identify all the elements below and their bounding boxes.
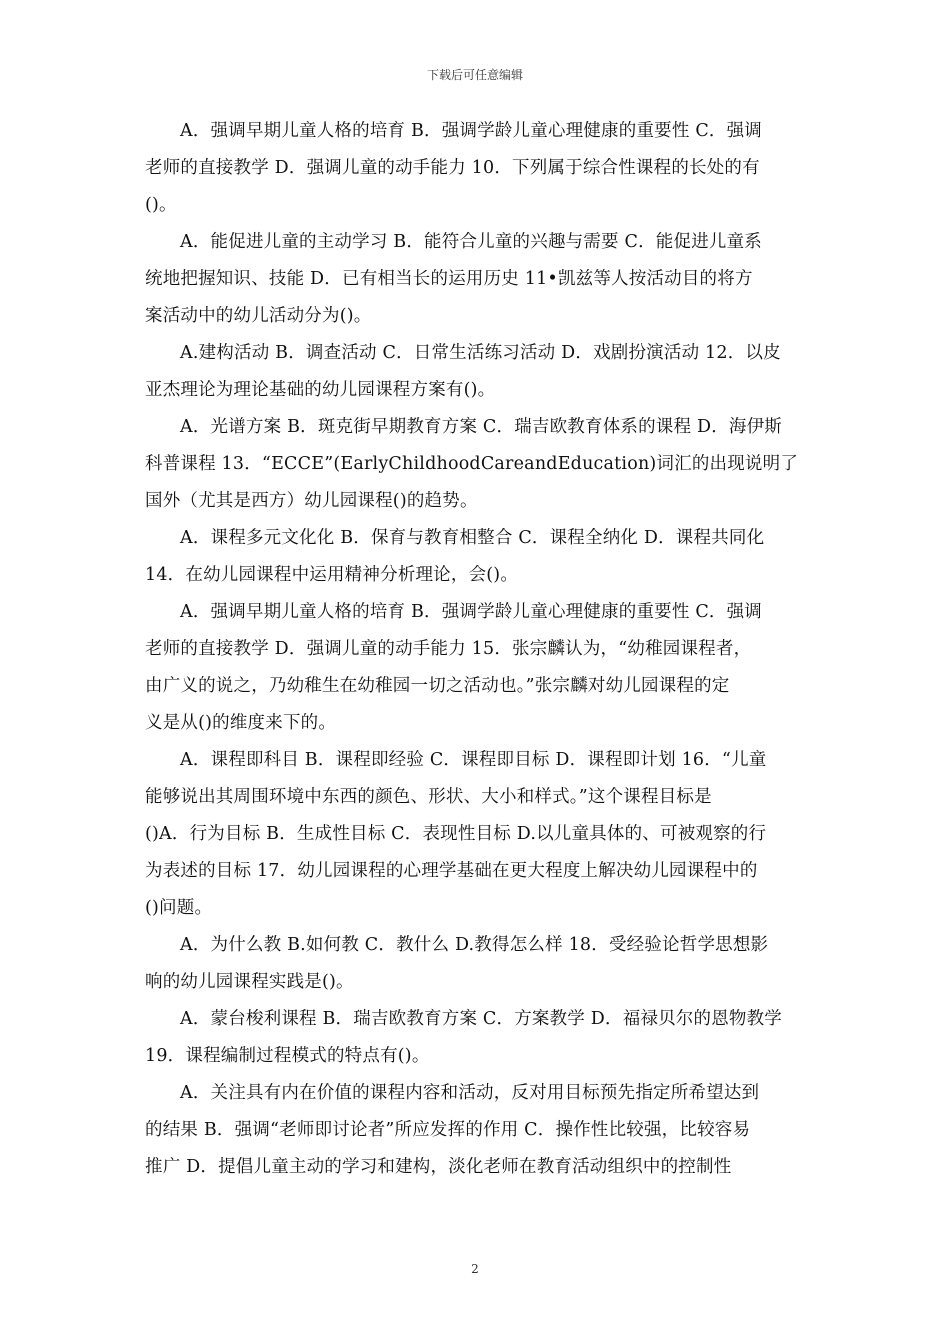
- document-body: [145, 113, 807, 1186]
- text-line: 义是从()的维度来下的。: [145, 713, 337, 733]
- paragraph: [145, 742, 807, 927]
- text-line: 统地把握知识、技能 D．已有相当长的运用历史 11•凯兹等人按活动目的将方: [145, 269, 753, 289]
- text-line: 19．课程编制过程模式的特点有()。: [145, 1046, 430, 1066]
- text-line: 响的幼儿园课程实践是()。: [145, 972, 354, 992]
- text-line: 推广 D．提倡儿童主动的学习和建构，淡化老师在教育活动组织中的控制性: [145, 1157, 732, 1177]
- text-line: 由广义的说之，乃幼稚生在幼稚园一切之活动也。”张宗麟对幼儿园课程的定: [145, 676, 730, 696]
- text-line: 国外（尤其是西方）幼儿园课程()的趋势。: [145, 491, 478, 511]
- page-header: 下载后可任意编辑: [426, 68, 523, 82]
- text-line: A．光谱方案 B．斑克街早期教育方案 C．瑞吉欧教育体系的课程 D．海伊斯: [180, 417, 783, 437]
- text-line: A.建构活动 B．调查活动 C．日常生活练习活动 D．戏剧扮演活动 12．以皮: [180, 343, 781, 363]
- text-line: A．课程多元文化化 B．保育与教育相整合 C．课程全纳化 D．课程共同化: [180, 528, 765, 548]
- text-line: ()。: [145, 195, 177, 215]
- paragraph: [145, 927, 807, 1001]
- paragraph: [145, 224, 807, 335]
- text-line: 的结果 B．强调“老师即讨论者”所应发挥的作用 C．操作性比较强，比较容易: [145, 1120, 751, 1140]
- page-number: 2: [471, 1262, 479, 1276]
- text-line: ()问题。: [145, 898, 213, 918]
- text-line: A．为什么教 B.如何教 C．教什么 D.教得怎么样 18．受经验论哲学思想影: [180, 935, 769, 955]
- paragraph: [145, 113, 807, 224]
- text-line: A．能促进儿童的主动学习 B．能符合儿童的兴趣与需要 C．能促进儿童系: [180, 232, 763, 252]
- text-line: A．强调早期儿童人格的培育 B．强调学龄儿童心理健康的重要性 C．强调: [180, 602, 763, 622]
- text-line: A．课程即科目 B．课程即经验 C．课程即目标 D．课程即计划 16．“儿童: [180, 750, 767, 770]
- paragraph: [145, 335, 807, 409]
- text-line: 老师的直接教学 D．强调儿童的动手能力 10．下列属于综合性课程的长处的有: [145, 158, 760, 178]
- text-line: 案活动中的幼儿活动分为()。: [145, 306, 372, 326]
- text-line: A．蒙台梭利课程 B．瑞吉欧教育方案 C．方案教学 D．福禄贝尔的恩物教学: [180, 1009, 783, 1029]
- paragraph: [145, 520, 807, 594]
- text-line: A．关注具有内在价值的课程内容和活动，反对用目标预先指定所希望达到: [180, 1083, 760, 1103]
- text-line: 亚杰理论为理论基础的幼儿园课程方案有()。: [145, 380, 496, 400]
- text-line: 老师的直接教学 D．强调儿童的动手能力 15．张宗麟认为，“幼稚园课程者，: [145, 639, 752, 659]
- paragraph: [145, 409, 807, 520]
- text-line: ()A．行为目标 B．生成性目标 C．表现性目标 D.以儿童具体的、可被观察的行: [145, 824, 767, 844]
- text-line: 科普课程 13．“ECCE”(EarlyChildhoodCareandEducation)词汇的出现说明了: [145, 454, 799, 474]
- paragraph: [145, 1001, 807, 1075]
- text-line: A．强调早期儿童人格的培育 B．强调学龄儿童心理健康的重要性 C．强调: [180, 121, 763, 141]
- text-line: 能够说出其周围环境中东西的颜色、形状、大小和样式。”这个课程目标是: [145, 787, 712, 807]
- text-line: 14．在幼儿园课程中运用精神分析理论，会()。: [145, 565, 519, 585]
- paragraph: [145, 594, 807, 742]
- paragraph: [145, 1075, 807, 1186]
- text-line: 为表述的目标 17．幼儿园课程的心理学基础在更大程度上解决幼儿园课程中的: [145, 861, 758, 881]
